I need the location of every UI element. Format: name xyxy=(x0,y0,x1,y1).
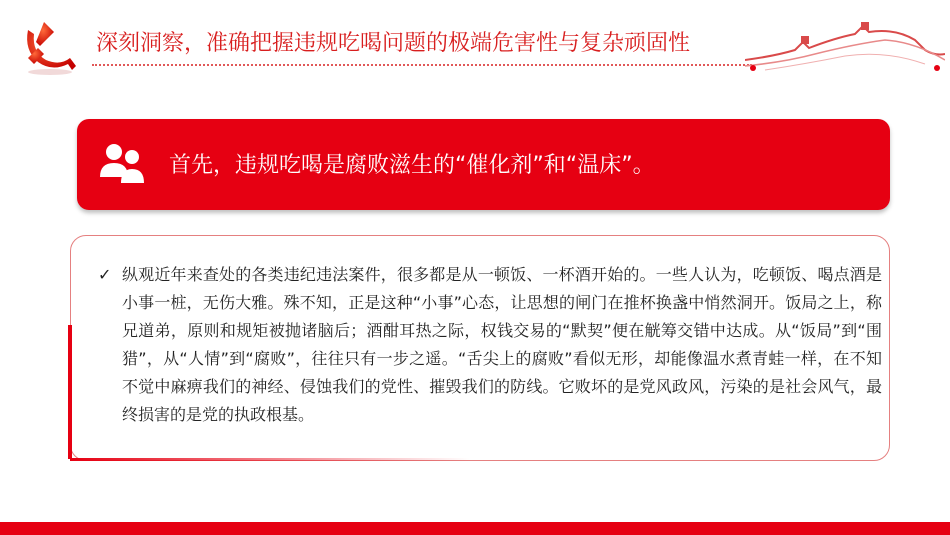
content-paragraph: 纵观近年来查处的各类违纪违法案件，很多都是从一顿饭、一杯酒开始的。一些人认为，吃顿饭、喝点酒是小事一桩，无伤大雅。殊不知，正是这种“小事”心态，让思想的闸门在推杯换盏中悄然洞开。饭局之上，称兄道弟，原则和规矩被抛诸脑后；酒酣耳热之际，权钱交易的“默契”便在觥筹交错中达成。从“饭局”到“围猎”，从“人情”到“腐败”，往往只有一步之遥。“舌尖上的腐败”看似无形，却能像温水煮青蛙一样，在不知不觉中麻痹我们的神经、侵蚀我们的党性、摧毁我们的防线。它败坏的是党风政风，污染的是社会风气，最终损害的是党的执政根基。 xyxy=(122,265,882,424)
party-emblem-logo xyxy=(14,10,80,76)
people-icon xyxy=(97,139,147,189)
footer-bar xyxy=(0,522,950,535)
banner-headline: 首先，违规吃喝是腐败滋生的“催化剂”和“温床”。 xyxy=(169,153,655,178)
title-underline xyxy=(92,64,752,66)
card-bottom-accent xyxy=(70,458,470,461)
card-accent-bar xyxy=(68,325,72,459)
great-wall-decoration xyxy=(745,20,945,74)
headline-banner xyxy=(77,119,890,210)
page-title: 深刻洞察，准确把握违规吃喝问题的极端危害性与复杂顽固性 xyxy=(96,31,691,56)
checkmark-icon: ✓ xyxy=(98,265,112,284)
